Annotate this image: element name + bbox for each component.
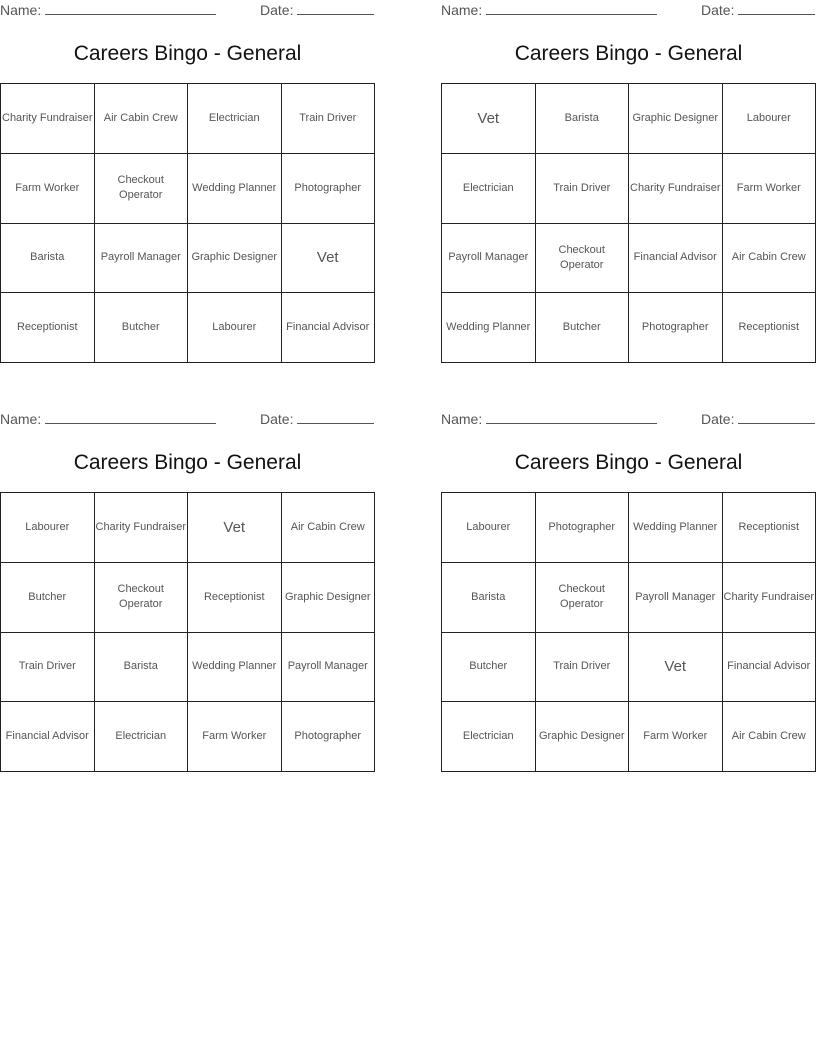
bingo-cell: Wedding Planner (629, 493, 723, 563)
date-label: Date: (260, 2, 294, 18)
bingo-cell: Charity Fundraiser (629, 154, 723, 224)
date-blank-line[interactable] (297, 411, 374, 424)
date-label: Date: (701, 2, 735, 18)
bingo-cell: Train Driver (536, 154, 630, 224)
bingo-cell: Barista (536, 84, 630, 154)
bingo-card (0, 409, 375, 781)
bingo-cell: Graphic Designer (629, 84, 723, 154)
bingo-cell: Photographer (629, 293, 723, 363)
bingo-cell: Vet (188, 493, 282, 563)
bingo-cell: Air Cabin Crew (723, 702, 816, 772)
bingo-card (441, 0, 816, 372)
bingo-cell: Payroll Manager (282, 633, 376, 703)
name-field[interactable] (441, 2, 657, 19)
bingo-cell: Barista (95, 633, 189, 703)
date-blank-line[interactable] (297, 2, 374, 15)
bingo-cell: Receptionist (723, 493, 816, 563)
bingo-cell: Train Driver (536, 633, 630, 703)
name-blank-line[interactable] (486, 411, 657, 424)
bingo-cell: Vet (442, 84, 536, 154)
bingo-grid (0, 492, 375, 772)
bingo-cell: Butcher (536, 293, 630, 363)
bingo-cell: Wedding Planner (188, 154, 282, 224)
bingo-cell: Butcher (95, 293, 189, 363)
name-label: Name: (0, 2, 42, 18)
bingo-cell: Vet (282, 224, 376, 294)
bingo-cell: Wedding Planner (188, 633, 282, 703)
bingo-grid (441, 492, 816, 772)
bingo-cell: Barista (442, 563, 536, 633)
bingo-cell: Butcher (1, 563, 95, 633)
bingo-cell: Electrician (188, 84, 282, 154)
bingo-card (0, 0, 375, 372)
bingo-cell: Farm Worker (188, 702, 282, 772)
bingo-card (441, 409, 816, 781)
bingo-cell: Photographer (282, 702, 376, 772)
bingo-cell: Checkout Operator (536, 224, 630, 294)
name-label: Name: (0, 411, 42, 427)
bingo-cell: Photographer (536, 493, 630, 563)
bingo-cell: Photographer (282, 154, 376, 224)
bingo-cell: Electrician (442, 154, 536, 224)
bingo-cell: Financial Advisor (1, 702, 95, 772)
bingo-cell: Electrician (95, 702, 189, 772)
date-blank-line[interactable] (738, 2, 815, 15)
bingo-cell: Graphic Designer (188, 224, 282, 294)
name-blank-line[interactable] (45, 411, 216, 424)
bingo-cell: Vet (629, 633, 723, 703)
bingo-cell: Payroll Manager (95, 224, 189, 294)
bingo-cell: Barista (1, 224, 95, 294)
bingo-cell: Electrician (442, 702, 536, 772)
bingo-cell: Checkout Operator (95, 563, 189, 633)
bingo-cell: Labourer (1, 493, 95, 563)
bingo-cell: Air Cabin Crew (723, 224, 816, 294)
bingo-cell: Labourer (188, 293, 282, 363)
name-blank-line[interactable] (45, 2, 216, 15)
name-field[interactable] (441, 411, 657, 428)
date-label: Date: (701, 411, 735, 427)
bingo-cell: Charity Fundraiser (1, 84, 95, 154)
bingo-cell: Financial Advisor (629, 224, 723, 294)
bingo-cell: Labourer (442, 493, 536, 563)
bingo-cell: Charity Fundraiser (95, 493, 189, 563)
bingo-grid (441, 83, 816, 363)
name-label: Name: (441, 411, 483, 427)
bingo-cell: Payroll Manager (442, 224, 536, 294)
date-field[interactable] (701, 2, 815, 19)
card-title: Careers Bingo - General (514, 42, 743, 65)
date-field[interactable] (260, 411, 374, 428)
bingo-cell: Receptionist (188, 563, 282, 633)
bingo-cell: Farm Worker (629, 702, 723, 772)
name-field[interactable] (0, 2, 216, 19)
date-blank-line[interactable] (738, 411, 815, 424)
card-title: Careers Bingo - General (73, 42, 302, 65)
bingo-cell: Train Driver (1, 633, 95, 703)
bingo-cell: Train Driver (282, 84, 376, 154)
bingo-cell: Receptionist (1, 293, 95, 363)
date-field[interactable] (701, 411, 815, 428)
bingo-cell: Air Cabin Crew (282, 493, 376, 563)
bingo-cell: Butcher (442, 633, 536, 703)
card-title: Careers Bingo - General (514, 451, 743, 474)
bingo-cell: Air Cabin Crew (95, 84, 189, 154)
bingo-cell: Farm Worker (1, 154, 95, 224)
bingo-cell: Financial Advisor (723, 633, 816, 703)
card-title: Careers Bingo - General (73, 451, 302, 474)
date-label: Date: (260, 411, 294, 427)
bingo-cell: Labourer (723, 84, 816, 154)
bingo-cell: Payroll Manager (629, 563, 723, 633)
bingo-cell: Graphic Designer (536, 702, 630, 772)
name-blank-line[interactable] (486, 2, 657, 15)
bingo-cell: Farm Worker (723, 154, 816, 224)
bingo-cell: Charity Fundraiser (723, 563, 816, 633)
bingo-cell: Graphic Designer (282, 563, 376, 633)
name-label: Name: (441, 2, 483, 18)
bingo-cell: Checkout Operator (536, 563, 630, 633)
bingo-cell: Financial Advisor (282, 293, 376, 363)
bingo-cell: Checkout Operator (95, 154, 189, 224)
bingo-cell: Wedding Planner (442, 293, 536, 363)
date-field[interactable] (260, 2, 374, 19)
name-field[interactable] (0, 411, 216, 428)
bingo-grid (0, 83, 375, 363)
bingo-cell: Receptionist (723, 293, 816, 363)
